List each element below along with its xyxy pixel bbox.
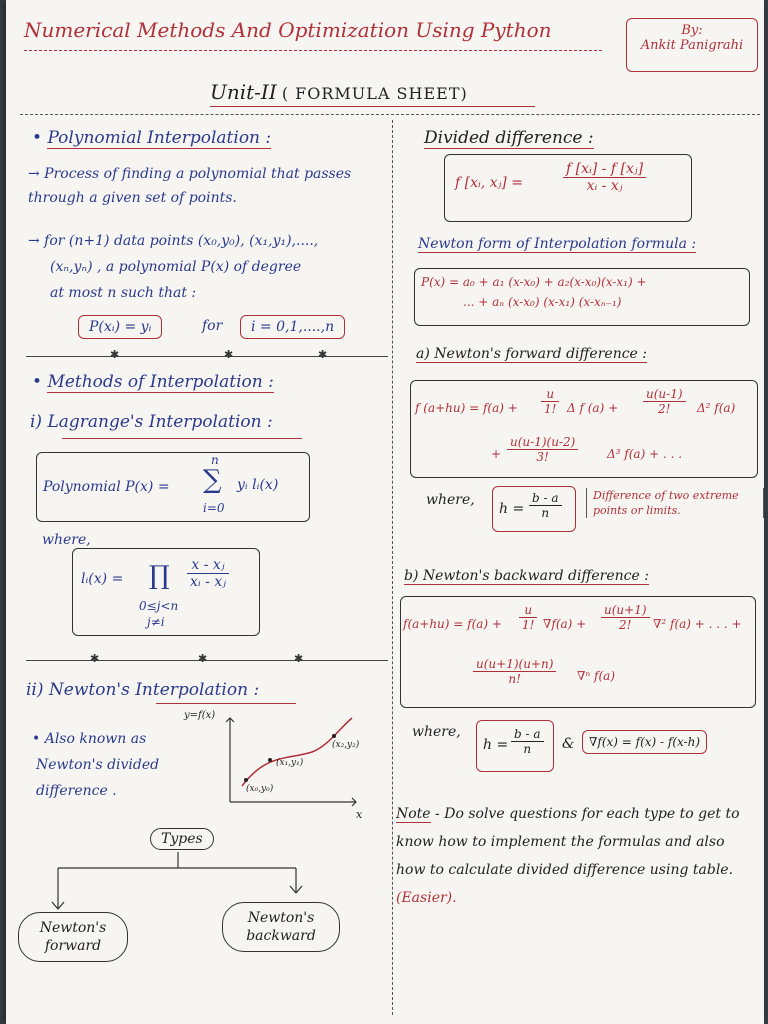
li-cond-2: j≠i: [147, 615, 165, 629]
li-lhs: lᵢ(x) =: [81, 571, 124, 587]
bwd-term-4: ∇ⁿ f(a): [577, 669, 616, 683]
lagrange-term: yᵢ lᵢ(x): [237, 477, 279, 493]
poly-interp-heading: • Polynomial Interpolation :: [32, 128, 272, 148]
note-easier: (Easier).: [396, 890, 457, 906]
curve: [242, 718, 352, 786]
cond-box-left: P(xᵢ) = yᵢ: [78, 315, 162, 339]
h-box-2: [476, 720, 554, 772]
h-note: Difference of two extreme points or limits.: [586, 488, 764, 518]
bwd-frac-3: $\frac{u(u+1)(u+n)}{n!}$: [473, 657, 556, 686]
bwd-formula-box: [400, 596, 756, 708]
lagrange-formula-box: [36, 452, 310, 522]
lagrange-poly-label: Polynomial P(x) =: [43, 479, 170, 495]
fwd-plus: +: [491, 447, 502, 461]
sep-star: ✱: [90, 652, 100, 665]
column-divider: [392, 120, 393, 1015]
sep-star: ✱: [318, 348, 328, 361]
bwd-frac-1: $\frac{u}{1!}$: [519, 603, 537, 632]
type-forward-node: Newton's forward: [18, 912, 128, 962]
point-1: [268, 758, 272, 762]
poly-definition: → Process of finding a polynomial that passes through a given set of points.: [28, 166, 352, 206]
h-lhs: h =: [499, 501, 525, 517]
lagrange-underline: [62, 438, 302, 439]
author-box: [626, 18, 758, 72]
dd-numerator: f [xᵢ] - f [xⱼ]: [563, 161, 646, 178]
fwd-frac-1: $\frac{u}{1!}$: [541, 387, 559, 416]
graph-p0: (x₀,y₀): [246, 784, 274, 794]
ampersand: &: [562, 736, 575, 752]
sheet-title: Numerical Methods And Optimization Using Python: [24, 18, 552, 42]
dd-denominator: xᵢ - xⱼ: [586, 178, 623, 194]
newton-underline: [156, 703, 296, 704]
methods-heading: • Methods of Interpolation :: [32, 372, 274, 392]
li-fraction: [187, 557, 229, 590]
note-text: - Do solve questions for each type to get to know how to implement the formulas and also how to calculate divided difference using table.: [396, 806, 740, 878]
fwd-heading: a) Newton's forward difference :: [416, 346, 647, 362]
fwd-frac-2: $\frac{u(u-1)}{2!}$: [643, 387, 686, 416]
poly-cond-line2: (xₙ,yₙ) , a polynomial P(x) of degree: [50, 259, 302, 275]
fwd-term-3: Δ² f(a): [697, 401, 736, 415]
graph-p2: (x₂,y₂): [332, 740, 360, 750]
note-label: Note: [396, 806, 431, 822]
graph-xlabel: x: [356, 808, 363, 821]
li-numerator: x - xⱼ: [187, 557, 229, 574]
newton-desc-3: difference .: [36, 783, 117, 799]
newton-heading: ii) Newton's Interpolation :: [26, 680, 260, 700]
h2-lhs: h =: [483, 737, 509, 753]
unit-underline: [210, 106, 535, 107]
header-divider: [20, 114, 760, 115]
unit-number: Unit-II: [210, 80, 277, 104]
note-block: [396, 800, 752, 912]
sigma-symbol: ∑: [203, 465, 222, 495]
unit-heading: [210, 80, 468, 104]
notebook-page: [6, 0, 764, 1024]
bwd-where: where,: [412, 724, 461, 740]
sep-star: ✱: [198, 652, 208, 665]
poly-cond-line3: at most n such that :: [50, 285, 197, 301]
h2-fraction: $\frac{b - a}{n}$: [511, 727, 544, 756]
separator-1: [26, 356, 388, 357]
poly-cond-line1: → for (n+1) data points (x₀,y₀), (x₁,y₁),....,: [28, 233, 319, 249]
li-cond-1: 0≤j<n: [139, 599, 179, 613]
cond-box-right: i = 0,1,....,n: [240, 315, 345, 339]
where-label: where,: [42, 532, 91, 548]
cond-for: for: [202, 318, 223, 334]
title-underline: [24, 50, 602, 51]
newton-desc-2: Newton's divided: [36, 757, 160, 773]
newton-desc: [32, 726, 159, 804]
newton-form-box: [414, 268, 750, 326]
h-fraction: $\frac{b - a}{n}$: [529, 491, 562, 520]
bwd-term-1: f(a+hu) = f(a) +: [403, 617, 502, 631]
dd-lhs: f [xᵢ, xⱼ] =: [455, 175, 523, 191]
point-0: [244, 778, 248, 782]
sep-star: ✱: [224, 348, 234, 361]
interpolation-graph: [184, 710, 366, 821]
sum-lower: i=0: [203, 501, 225, 515]
graph-p1: (x₁,y₁): [276, 758, 304, 768]
fwd-term-1: f (a+hu) = f(a) +: [415, 401, 518, 415]
bwd-term-2: ∇f(a) +: [543, 617, 587, 631]
bwd-frac-2: $\frac{u(u+1)}{2!}$: [601, 603, 650, 632]
unit-subtitle: ( FORMULA SHEET): [281, 84, 468, 103]
bwd-heading: b) Newton's backward difference :: [404, 568, 649, 584]
author-by: By:: [681, 23, 703, 38]
li-denominator: xᵢ - xⱼ: [190, 574, 226, 590]
product-symbol: ∏: [149, 561, 170, 591]
dd-heading: Divided difference :: [424, 128, 594, 148]
fwd-frac-3: $\frac{u(u-1)(u-2)}{3!}$: [507, 435, 578, 464]
nf-line-1: P(x) = a₀ + a₁ (x-x₀) + a₂(x-x₀)(x-x₁) +: [421, 275, 647, 289]
sum-upper: n: [211, 453, 219, 467]
dd-formula-box: [444, 154, 692, 222]
h-box: [492, 486, 576, 532]
newton-form-heading: Newton form of Interpolation formula :: [418, 236, 697, 252]
types-node: Types: [150, 828, 214, 850]
nabla-definition: ∇f(x) = f(x) - f(x-h): [582, 730, 707, 754]
point-2: [332, 734, 336, 738]
fwd-formula-box: [410, 380, 758, 478]
fwd-term-2: Δ f (a) +: [567, 401, 619, 415]
bwd-term-3: ∇² f(a) + . . . +: [653, 617, 742, 631]
fwd-where: where,: [426, 492, 475, 508]
li-formula-box: [72, 548, 260, 636]
sep-star: ✱: [110, 348, 120, 361]
graph-ylabel: y=f(x): [184, 710, 216, 721]
poly-condition-text: [28, 228, 388, 306]
author-name: Ankit Panigrahi: [640, 38, 744, 53]
nf-line-2: ... + aₙ (x-x₀) (x-x₁) (x-xₙ₋₁): [463, 295, 622, 309]
dd-fraction: [563, 161, 646, 194]
sep-star: ✱: [294, 652, 304, 665]
type-backward-node: Newton's backward: [222, 902, 340, 952]
lagrange-heading: i) Lagrange's Interpolation :: [30, 412, 273, 432]
newton-desc-1: • Also known as: [32, 731, 147, 747]
fwd-term-4: Δ³ f(a) + . . .: [607, 447, 683, 461]
